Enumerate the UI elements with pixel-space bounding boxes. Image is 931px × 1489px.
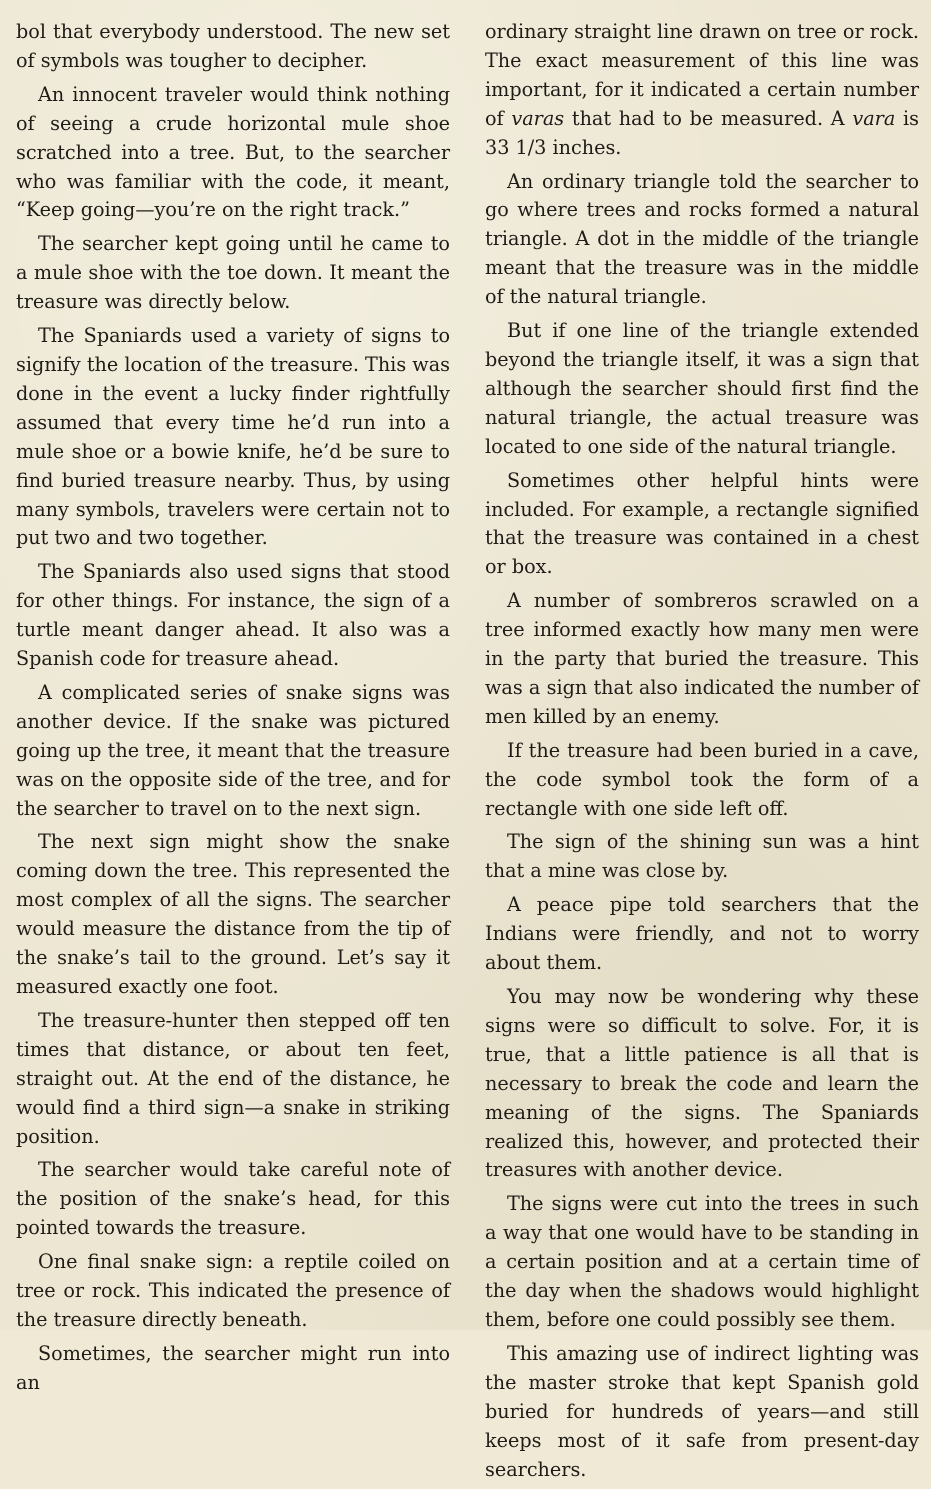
paragraph: One final snake sign: a reptile coiled on tree or rock. This indicated the presence of the treasure directly beneath. [16,1250,450,1331]
text-run: ordinary straight line drawn on tree or rock. The exact measurement of this line was important, for it indicated a certain number of [485,20,919,130]
paragraph: The searcher kept going until he came to a mule shoe with the toe down. It meant the treasure was directly below. [16,232,450,314]
italic-term: varas [511,106,565,130]
paragraph: The searcher would take careful note of the position of the snake’s head, for this pointed towards the treasure. [16,1158,450,1240]
italic-term: vara [852,106,896,130]
paragraph: Sometimes other helpful hints were included. For example, a rectangle signified that the treasure was contained in a chest or box. [485,468,919,579]
paragraph: An ordinary triangle told the searcher to go where trees and rocks formed a natural triangle. A dot in the middle of the triangle meant that the treasure was in the middle of the natural triangle. [485,169,919,309]
paragraph: If the treasure had been buried in a cave, the code symbol took the form of a rectangle with one side left off. [485,738,919,820]
text-run: is 33 1/3 inches. [485,106,919,159]
paragraph [485,18,919,163]
paragraph: A complicated series of snake signs was another device. If the snake was pictured going up the tree, it meant that the treasure was on the opposite side of the tree, and for the searcher to travel on to the next sign. [16,680,450,820]
paragraph: The signs were cut into the trees in such a way that one would have to be standing in a certain position and at a certain time of the day when the shadows would highlight them, before one could possibly see them. [485,1192,919,1331]
paragraph: The next sign might show the snake coming down the tree. This represented the most complex of all the signs. The searcher would measure the distance from the tip of the snake’s tail to the ground. Let’s say it measured exactly one foot. [16,830,450,998]
paragraph: This amazing use of indirect lighting was the master stroke that kept Spanish gold buried for hundreds of years—and still keeps most of it safe from present-day searchers. [485,1341,919,1481]
paragraph: But if one line of the triangle extended beyond the triangle itself, it was a sign that although the searcher should first find the natural triangle, the actual treasure was located to one side of the natural triangle. [485,319,919,458]
text-run: that had to be measured. A [564,106,853,130]
paragraph: The sign of the shining sun was a hint that a mine was close by. [485,830,919,883]
paragraph: The treasure-hunter then stepped off ten times that distance, or about ten feet, straight out. At the end of the distance, he would find a third sign—a snake in striking position. [16,1008,450,1148]
paragraph: The Spaniards used a variety of signs to signify the location of the treasure. This was done in the event a lucky finder rightfully assumed that every time he’d run into a mule shoe or a bowie knife, he’d be sure to find buried treasure nearby. Thus, by using many symbols, travelers were certain not to put two and two together. [16,324,450,550]
paragraph: bol that everybody understood. The new set of symbols was tougher to decipher. [16,20,450,72]
paragraph: A peace pipe told searchers that the Indians were friendly, and not to worry about them. [485,893,919,975]
left-column [16,18,450,1403]
paragraph: The Spaniards also used signs that stood for other things. For instance, the sign of a turtle meant danger ahead. It also was a Spanish code for treasure ahead. [16,560,450,671]
right-column [485,18,919,1489]
paragraph: A number of sombreros scrawled on a tree informed exactly how many men were in the party that buried the treasure. This was a sign that also indicated the number of men killed by an enemy. [485,589,919,728]
paragraph: Sometimes, the searcher might run into an [16,1341,450,1394]
paragraph: You may now be wondering why these signs were so difficult to solve. For, it is true, that a little patience is all that is necessary to break the code and learn the meaning of the signs. The Spaniards realized this, however, and protected their treasures with another device. [485,985,919,1182]
paragraph: An innocent traveler would think nothing of seeing a crude horizontal mule shoe scratched into a tree. But, to the searcher who was familiar with the code, it meant, “Keep going—you’re on the right track.” [16,82,450,222]
